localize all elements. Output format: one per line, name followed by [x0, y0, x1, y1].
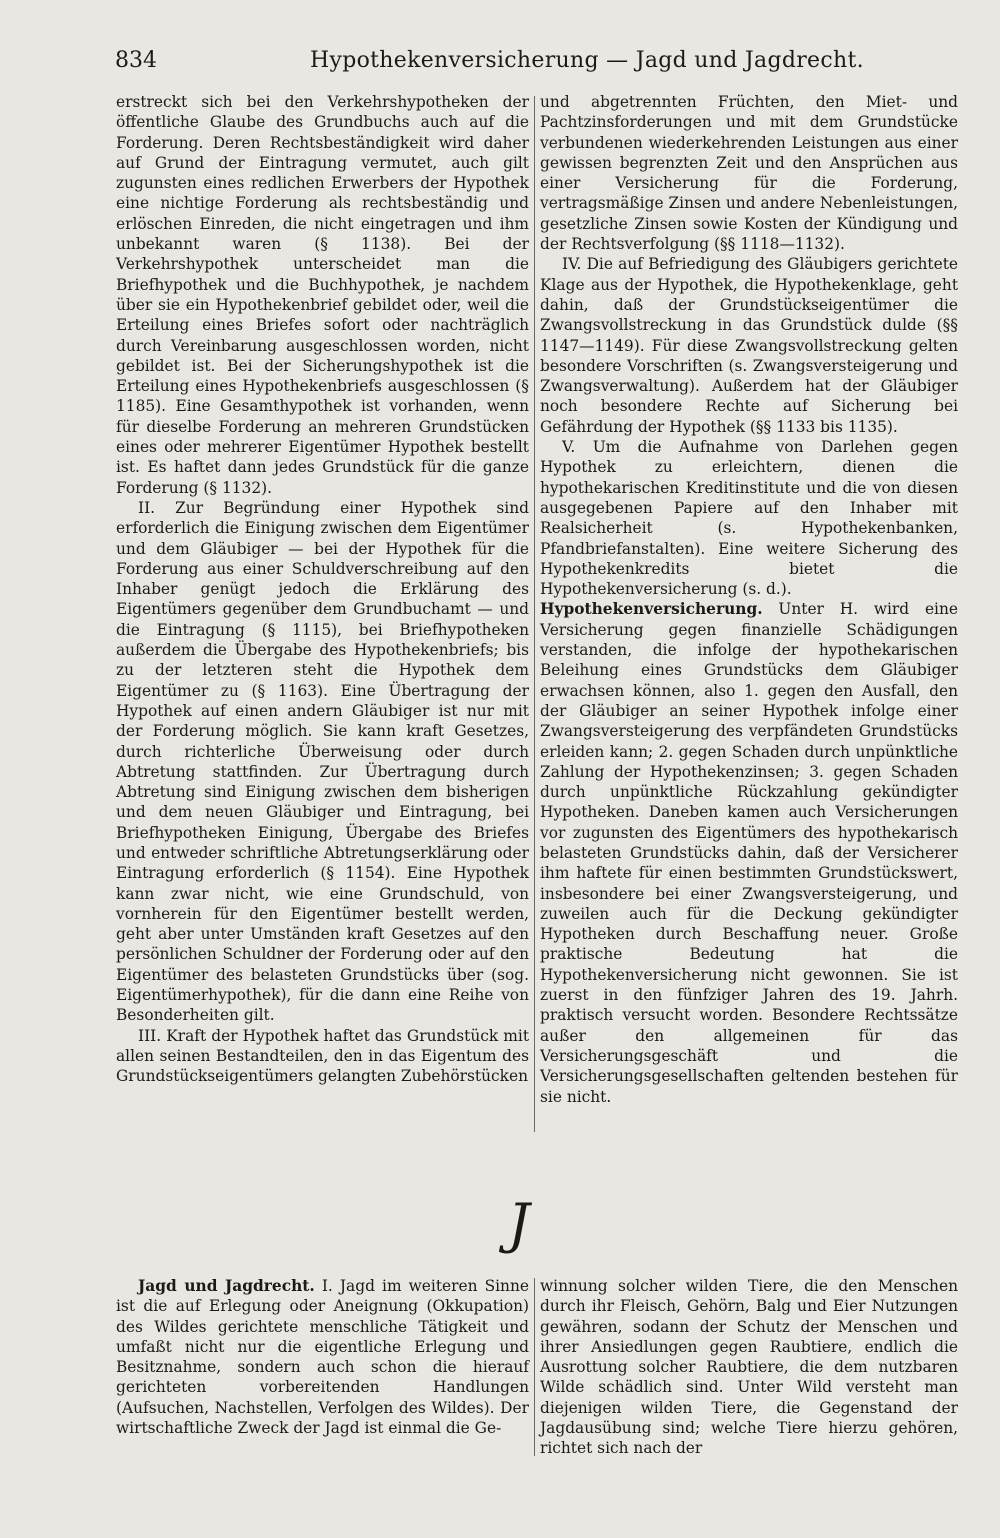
paragraph-section-iii: III. Kraft der Hypothek haftet das Grundstück mit allen seinen Bestandteilen, den in das Eigentum des Grundstückseigentümers gelangten Zubehörstücken	[116, 1026, 529, 1086]
column-divider-bottom	[534, 1278, 535, 1456]
paragraph-section-iv: IV. Die auf Befriedigung des Gläubigers gerichtete Klage aus der Hypothek, die Hypothekenklage, geht dahin, daß der Grundstückseigentümer die Zwangsvollstreckung in das Grundstück dulde (§§ 1147—1149). Für diese Zwangsvollstreckung gelten besondere Vorschriften (s. Zwangsversteigerung und Zwangsverwaltung). Außerdem hat der Gläubiger noch besondere Rechte auf Sicherung bei Gefährdung der Hypothek (§§ 1133 bis 1135).	[540, 255, 958, 436]
paragraph-continuation: erstreckt sich bei den Verkehrshypotheken der öffentliche Glaube des Grundbuchs auch auf die Forderung. Deren Rechtsbeständigkeit wird daher auf Grund der Eintragung vermutet, auch gilt zugunsten eines redlichen Erwerbers der Hypothek eine nichtige Forderung als rechtsbeständig und erlöschen Einreden, die nicht eingetragen und ihm unbekannt waren (§ 1138). Bei der Verkehrshypothek unterscheidet man die Briefhypothek und die Buchhypothek, je nachdem über sie ein Hypothekenbrief gebildet oder, weil die Erteilung eines Briefes sofort oder nachträglich durch Vereinbarung ausgeschlossen worden, nicht gebildet ist. Bei der Sicherungshypothek ist die Erteilung eines Hypothekenbriefs ausgeschlossen (§ 1185). Eine Gesamthypothek ist vorhanden, wenn für dieselbe Forderung an mehreren Grundstücken eines oder mehrerer Eigentümer Hypothek bestellt ist. Es haftet dann jedes Grundstück für die ganze Forderung (§ 1132).	[116, 93, 529, 497]
page-number: 834	[115, 48, 157, 73]
paragraph-section-ii: II. Zur Begründung einer Hypothek sind erforderlich die Einigung zwischen dem Eigentümer und dem Gläubiger — bei der Hypothek für die Forderung aus einer Schuldverschreibung auf den Inhaber genügt jedoch die Erklärung des Eigentümers gegenüber dem Grundbuchamt — und die Eintragung (§ 1115), bei Briefhypotheken außerdem die Übergabe des Hypothekenbriefs; bis zu der letzteren steht die Hypothek dem Eigentümer zu (§ 1163). Eine Übertragung der Hypothek auf einen andern Gläubiger ist nur mit der Forderung möglich. Sie kann kraft Gesetzes, durch richterliche Überweisung oder durch Abtretung stattfinden. Zur Übertragung durch Abtretung sind Einigung zwischen dem bisherigen und dem neuen Gläubiger und Eintragung, bei Briefhypotheken Einigung, Übergabe des Briefes und entweder schriftliche Abtretungserklärung oder Eintragung erforderlich (§ 1154). Eine Hypothek kann zwar nicht, wie eine Grundschuld, von vornherein für den Eigentümer bestellt werden, geht aber unter Umständen kraft Gesetzes auf den persönlichen Schuldner der Forderung oder auf den Eigentümer des belasteten Grundstücks über (sog. Eigentümerhypothek), für die dann eine Reihe von Besonderheiten gilt.	[116, 498, 529, 1025]
paragraph-section-v: V. Um die Aufnahme von Darlehen gegen Hypothek zu erleichtern, dienen die hypothekarischen Kreditinstitute und die von diesen ausgegebenen Papiere auf den Inhaber mit Realsicherheit (s. Hypothekenbanken, Pfandbriefanstalten). Eine weitere Sicherung des Hypothekenkredits bietet die Hypothekenversicherung (s. d.).	[540, 438, 958, 599]
section-letter: J	[508, 1192, 530, 1255]
headword: Jagd und Jagdrecht.	[138, 1277, 315, 1295]
left-column-bottom	[116, 1276, 529, 1438]
entry-text: Unter H. wird eine Versicherung gegen finanzielle Schädigungen verstanden, die infolge der hypothekarischen Beleihung eines Grundstücks dem Gläubiger erwachsen können, also 1. gegen den Ausfall, den der Gläubiger an seiner Hypothek infolge einer Zwangsversteigerung des verpfändeten Grundstücks erleiden kann; 2. gegen Schaden durch unpünktliche Zahlung der Hypothekenzinsen; 3. gegen Schaden durch unpünktliche Rückzahlung gekündigter Hypotheken. Daneben kamen auch Versicherungen vor zugunsten des Eigentümers des hypothekarisch belasteten Grundstücks dahin, daß der Versicherer ihm haftete für einen bestimmten Grundstückswert, insbesondere bei einer Zwangsversteigerung, und zuweilen auch für die Deckung gekündigter Hypotheken durch Beschaffung neuer. Große praktische Bedeutung hat die Hypothekenversicherung nicht gewonnen. Sie ist zuerst in den fünfziger Jahren des 19. Jahrh. praktisch versucht worden. Besondere Rechtssätze außer den allgemeinen für das Versicherungsgeschäft und die Versicherungsgesellschaften geltenden bestehen für sie nicht.	[540, 600, 958, 1106]
page-header	[0, 44, 1000, 80]
entry-jagd	[116, 1276, 529, 1438]
running-title: Hypothekenversicherung — Jagd und Jagdrecht.	[310, 48, 864, 73]
right-column-top	[540, 92, 958, 1107]
entry-text: I. Jagd im weiteren Sinne ist die auf Erlegung oder Aneignung (Okkupation) des Wildes gerichtete menschliche Tätigkeit und umfaßt nicht nur die eigentliche Erlegung und Besitznahme, sondern auch schon die hierauf gerichteten vorbereitenden Handlungen (Aufsuchen, Nachstellen, Verfolgen des Wildes). Der wirtschaftliche Zweck der Jagd ist einmal die Ge-	[116, 1277, 529, 1438]
right-column-bottom	[540, 1276, 958, 1459]
paragraph-section-iii-continued: und abgetrennten Früchten, den Miet- und Pachtzinsforderungen und mit dem Grundstücke verbundenen wiederkehrenden Leistungen aus einer gewissen begrenzten Zeit und den Ansprüchen aus einer Versicherung für die Forderung, vertragsmäßige Zinsen und andere Nebenleistungen, gesetzliche Zinsen sowie Kosten der Kündigung und der Rechtsverfolgung (§§ 1118—1132).	[540, 93, 958, 254]
left-column-top	[116, 92, 529, 1087]
headword: Hypothekenversicherung.	[540, 600, 763, 619]
column-divider-top	[534, 96, 535, 1132]
entry-jagd-continued: winnung solcher wilden Tiere, die den Menschen durch ihr Fleisch, Gehörn, Balg und Eier Nutzungen gewähren, sodann der Schutz der Menschen und ihrer Ansiedlungen gegen Raubtiere, endlich die Ausrottung solcher Raubtiere, die dem nutzbaren Wilde schädlich sind. Unter Wild versteht man diejenigen wilden Tiere, die Gegenstand der Jagdausübung sind; welche Tiere hierzu gehören, richtet sich nach der	[540, 1277, 958, 1458]
entry-hypothekenversicherung	[540, 599, 958, 1106]
